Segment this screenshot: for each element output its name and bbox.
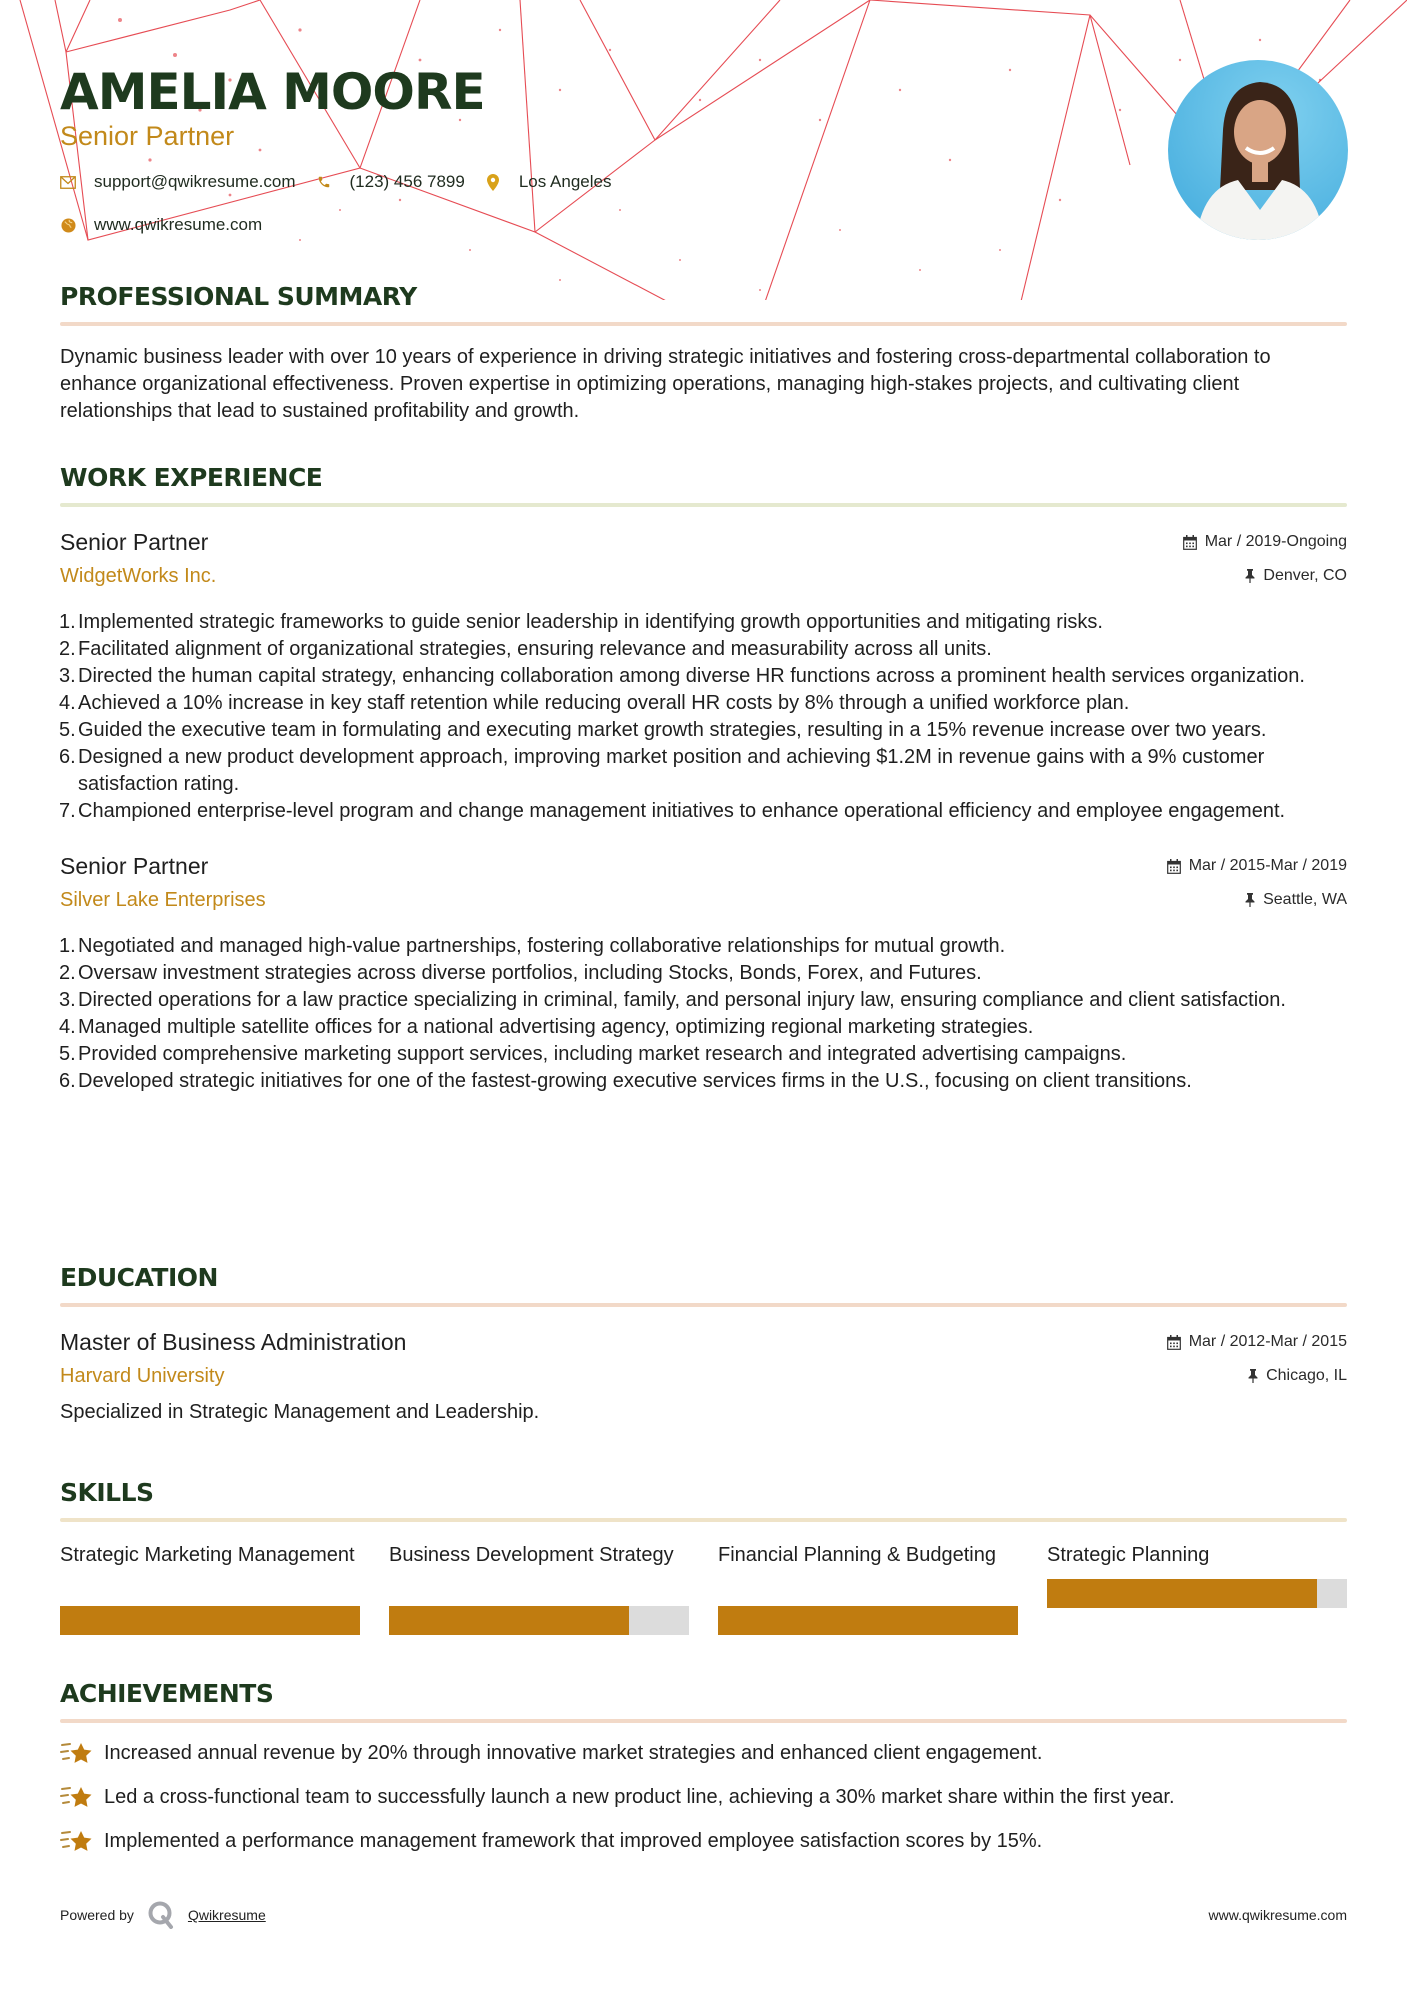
experience-section: [60, 463, 1347, 1095]
skills-section: [60, 1478, 1347, 1635]
bullet-item: 4. Managed multiple satellite offices for a national advertising agency, optimizing regional marketing strategies.: [59, 1016, 1034, 1038]
globe-icon: [60, 217, 76, 233]
job-location: [1245, 889, 1347, 911]
contact-location: [485, 172, 612, 192]
education-dates-text: Mar / 2012-Mar / 2015: [1188, 1333, 1347, 1350]
candidate-name: AMELIA MOORE: [60, 63, 485, 121]
section-divider: [60, 503, 1347, 507]
qwikresume-link[interactable]: Qwikresume: [187, 1907, 266, 1923]
education-entry: [60, 1327, 1347, 1426]
summary-heading: PROFESSIONAL SUMMARY: [60, 282, 417, 311]
phone-icon: [316, 174, 332, 190]
skill-item: [718, 1542, 1018, 1635]
qwikresume-logo-icon: [148, 1901, 174, 1929]
skills-heading: SKILLS: [60, 1478, 154, 1507]
education-header: [60, 1327, 1347, 1399]
footer-website[interactable]: www.qwikresume.com: [1208, 1907, 1347, 1923]
skill-bar: [718, 1606, 1018, 1635]
achievement-item: [60, 1828, 1347, 1855]
email-text: support@qwikresume.com: [94, 172, 296, 191]
bullet-item: 3. Directed the human capital strategy, enhancing collaboration among diverse HR functions across a prominent health services organization.: [59, 665, 1305, 687]
skill-item: [60, 1542, 360, 1635]
job-header: [60, 851, 1347, 923]
achievements-heading: ACHIEVEMENTS: [60, 1679, 274, 1708]
skill-name: Business Development Strategy: [389, 1544, 674, 1566]
skill-item: [1047, 1542, 1347, 1635]
job-bullets: [60, 609, 1347, 825]
education-dates: [1167, 1331, 1347, 1353]
achievement-text: Led a cross-functional team to successfully launch a new product line, achieving a 30% market share within the first year.: [104, 1786, 1175, 1808]
powered-by: [60, 1901, 266, 1929]
experience-heading: WORK EXPERIENCE: [60, 463, 323, 492]
section-divider: [60, 1303, 1347, 1307]
degree-title: Master of Business Administration: [60, 1329, 407, 1355]
achievement-text: Increased annual revenue by 20% through innovative market strategies and enhanced client engagement.: [104, 1742, 1043, 1764]
achievement-item: [60, 1784, 1347, 1811]
achievements-list: [60, 1740, 1347, 1855]
shooting-star-icon: [60, 1783, 94, 1813]
bullet-item: 7. Championed enterprise-level program and change management initiatives to enhance operational efficiency and employee engagement.: [59, 800, 1286, 822]
contact-row: [60, 172, 631, 192]
contact-phone[interactable]: [316, 172, 465, 192]
job-location-text: Seattle, WA: [1263, 891, 1347, 908]
job-title: Senior Partner: [60, 853, 209, 879]
achievements-section: [60, 1679, 1347, 1855]
section-divider: [60, 1518, 1347, 1522]
job-dates: [1167, 855, 1347, 877]
achievement-text: Implemented a performance management framework that improved employee satisfaction scores by 15%.: [104, 1830, 1043, 1852]
skill-name: Strategic Marketing Management: [60, 1544, 355, 1566]
shooting-star-icon: [60, 1739, 94, 1769]
skill-bar-fill: [1047, 1579, 1317, 1608]
envelope-icon: [60, 174, 76, 190]
skills-grid: [60, 1542, 1347, 1635]
school-name: Harvard University: [60, 1365, 225, 1387]
skill-bar: [389, 1606, 689, 1635]
footer: [60, 1900, 1347, 1930]
job-location: [1245, 565, 1347, 587]
section-divider: [60, 1719, 1347, 1723]
calendar-icon: [1167, 1335, 1181, 1350]
job-header: [60, 527, 1347, 599]
powered-by-label: Powered by: [60, 1907, 134, 1923]
job-company: WidgetWorks Inc.: [60, 565, 217, 587]
job-bullets: [60, 933, 1347, 1095]
bullet-item: 5. Guided the executive team in formulating and executing market growth strategies, resulting in a 15% revenue increase over two years.: [59, 719, 1267, 741]
summary-text: Dynamic business leader with over 10 years of experience in driving strategic initiatives and fostering cross-departmental collaboration to enhance organizational effectiveness. Proven expertise in optimizing operations, managing high-stakes projects, and cultivating client relationships that lead to sustained profitability and growth.: [60, 346, 1271, 422]
skill-bar-fill: [718, 1606, 1018, 1635]
pushpin-icon: [1248, 1369, 1258, 1383]
bullet-item: 1. Negotiated and managed high-value partnerships, fostering collaborative relationships for mutual growth.: [59, 935, 1006, 957]
job-dates: [1183, 531, 1347, 553]
skill-name: Financial Planning & Budgeting: [718, 1544, 996, 1566]
education-heading: EDUCATION: [60, 1263, 218, 1292]
pushpin-icon: [1245, 893, 1255, 907]
location-text: Los Angeles: [518, 172, 612, 191]
bullet-item: 2. Oversaw investment strategies across diverse portfolios, including Stocks, Bonds, Forex, and Futures.: [59, 962, 982, 984]
skill-bar: [1047, 1579, 1347, 1608]
job-title: Senior Partner: [60, 529, 209, 555]
profile-photo: [1168, 60, 1348, 240]
job-company: Silver Lake Enterprises: [60, 889, 266, 911]
job-dates-text: Mar / 2015-Mar / 2019: [1188, 857, 1347, 874]
education-location-text: Chicago, IL: [1266, 1367, 1347, 1384]
candidate-title: Senior Partner: [60, 121, 235, 151]
website-text: www.qwikresume.com: [94, 215, 263, 234]
skill-name: Strategic Planning: [1047, 1544, 1210, 1566]
contact-email[interactable]: [60, 172, 296, 192]
calendar-icon: [1167, 859, 1181, 874]
bullet-item: 4. Achieved a 10% increase in key staff retention while reducing overall HR costs by 8% through a unified workforce plan.: [59, 692, 1130, 714]
education-location: [1248, 1365, 1347, 1387]
bullet-item: 1. Implemented strategic frameworks to guide senior leadership in identifying growth opportunities and mitigating risks.: [59, 611, 1103, 633]
job-entry: [60, 527, 1347, 825]
section-divider: [60, 322, 1347, 326]
bullet-item: 5. Provided comprehensive marketing support services, including market research and integrated advertising campaigns.: [59, 1043, 1127, 1065]
website-row: [60, 215, 282, 235]
skill-item: [389, 1542, 689, 1635]
education-description: Specialized in Strategic Management and Leadership.: [60, 1401, 540, 1423]
contact-website[interactable]: [60, 215, 262, 235]
portrait-illustration: [1168, 60, 1348, 240]
phone-text: (123) 456 7899: [349, 172, 465, 191]
summary-section: [60, 282, 1347, 425]
pushpin-icon: [1245, 569, 1255, 583]
map-pin-icon: [485, 174, 501, 190]
job-dates-text: Mar / 2019-Ongoing: [1204, 533, 1347, 550]
bullet-item: 2. Facilitated alignment of organizational strategies, ensuring relevance and measurability across all units.: [59, 638, 992, 660]
bullet-item: 6. Designed a new product development approach, improving market position and achieving $1.2M in revenue gains with a 9% customer satisfaction rating.: [59, 746, 1265, 795]
education-section: [60, 1263, 1347, 1426]
shooting-star-icon: [60, 1827, 94, 1857]
skill-bar: [60, 1606, 360, 1635]
bullet-item: 6. Developed strategic initiatives for one of the fastest-growing executive services firms in the U.S., focusing on client transitions.: [59, 1070, 1192, 1092]
skill-bar-fill: [60, 1606, 360, 1635]
job-entry: [60, 851, 1347, 1095]
bullet-item: 3. Directed operations for a law practice specializing in criminal, family, and personal injury law, ensuring compliance and client satisfaction.: [59, 989, 1286, 1011]
calendar-icon: [1183, 535, 1197, 550]
job-location-text: Denver, CO: [1263, 567, 1347, 584]
achievement-item: [60, 1740, 1347, 1767]
skill-bar-fill: [389, 1606, 629, 1635]
